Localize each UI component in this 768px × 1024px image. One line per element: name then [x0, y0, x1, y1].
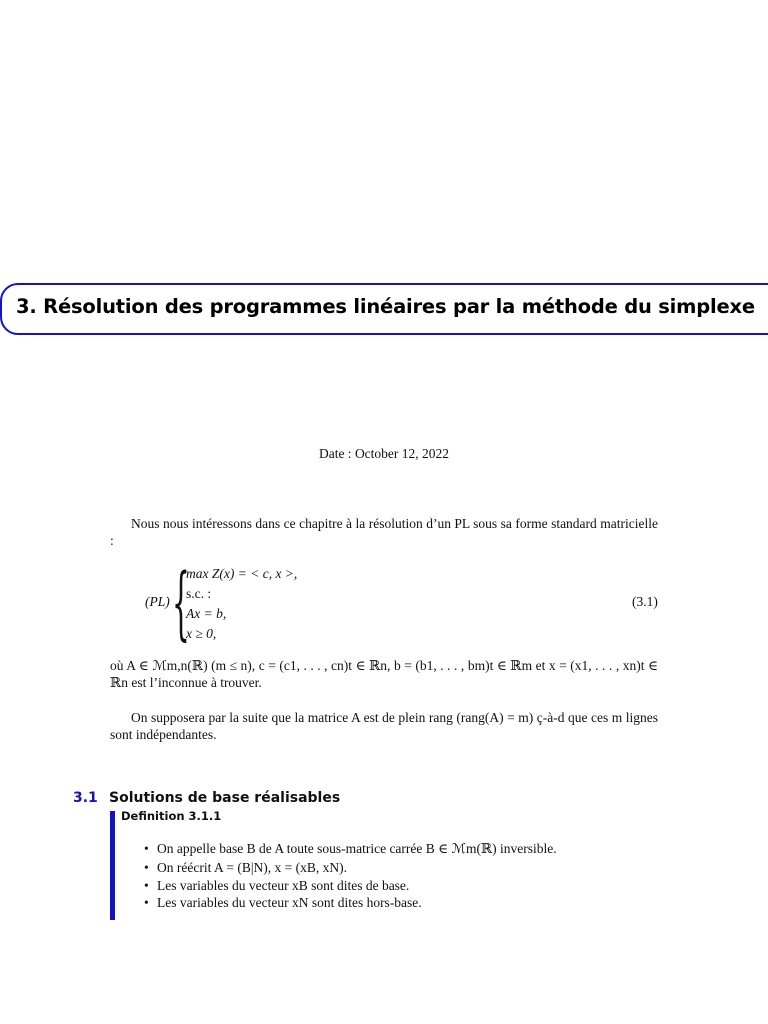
equation-number: (3.1): [632, 594, 658, 609]
equation-line: x ≥ 0,: [186, 626, 217, 641]
equation-line: max Z(x) = < c, x >,: [186, 566, 298, 581]
section-title: Solutions de base réalisables: [109, 790, 341, 806]
equation-brace: {: [172, 556, 190, 649]
equation-line: s.c. :: [186, 586, 212, 601]
rank-paragraph: [110, 709, 658, 743]
list-item: • Les variables du vecteur xN sont dites hors-base.: [144, 894, 557, 911]
document-date: Date : October 12, 2022: [318, 446, 450, 461]
list-item: • On appelle base B de A toute sous-matrice carrée B ∈ ℳm(ℝ) inversible.: [144, 840, 557, 857]
definition-bullets: [144, 840, 557, 911]
equation-label: (PL): [145, 594, 170, 609]
definition-title: Definition 3.1.1: [121, 809, 222, 823]
equation-lines: [186, 564, 297, 644]
equation-line: Ax = b,: [186, 606, 227, 621]
chapter-title: 3. Résolution des programmes linéaires par la méthode du simplexe: [16, 295, 755, 318]
section-number: 3.1: [73, 790, 98, 806]
where-text: où A ∈ ℳm,n(ℝ) (m ≤ n), c = (c1, . . . , cn)t ∈ ℝn, b = (b1, . . . , bm)t ∈ ℝm et x = (x1, . . . , xn)t ∈ ℝn est l’inconnue à trouver.: [110, 658, 658, 690]
list-item: • Les variables du vecteur xB sont dites de base.: [144, 877, 557, 894]
list-item: • On réécrit A = (B|N), x = (xB, xN).: [144, 859, 557, 876]
definition-bar: [110, 811, 115, 920]
where-paragraph: [110, 657, 658, 691]
rank-text: On supposera par la suite que la matrice A est de plein rang (rang(A) = m) ç-à-d que ces m lignes sont indépendantes.: [110, 710, 658, 742]
intro-paragraph: [110, 515, 658, 549]
intro-text: Nous nous intéressons dans ce chapitre à la résolution d’un PL sous sa forme standard matricielle :: [110, 516, 658, 548]
